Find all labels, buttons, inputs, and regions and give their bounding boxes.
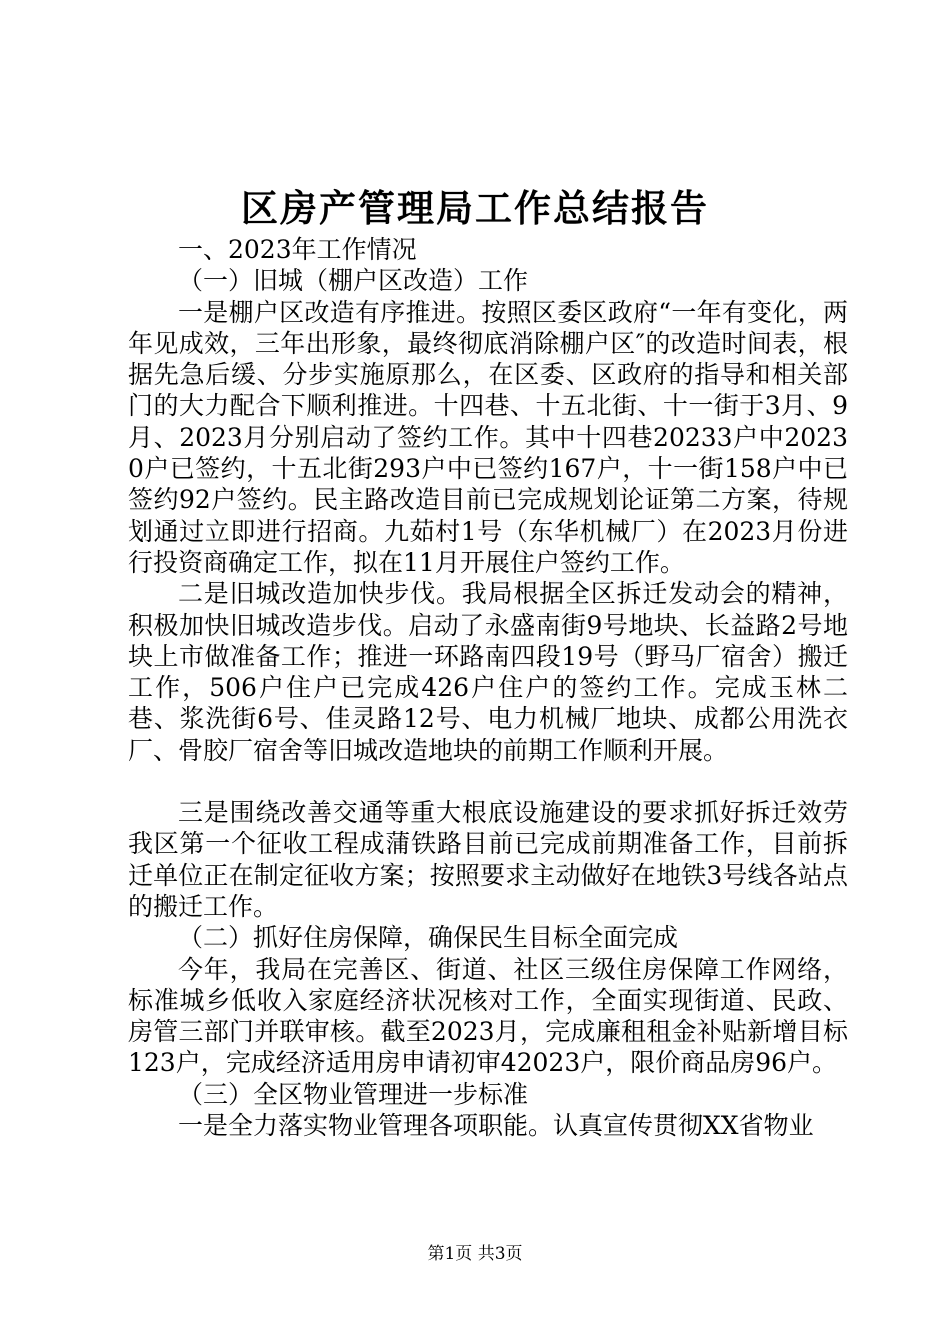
section-heading: 一、2023年工作情况 (178, 235, 417, 264)
body-paragraph: 今年，我局在完善区、街道、社区三级住房保障工作网络，标准城乡低收入家庭经济状况核对工作，全面实现街道、民政、房管三部门并联审核。截至2023月，完成廉租租金补贴新增目标123户，完成经济适用房申请初审42023户，限价商品房96户。 (128, 954, 848, 1078)
page-title: 区房产管理局工作总结报告 (241, 186, 709, 230)
body-paragraph: 一是棚户区改造有序推进。按照区委区政府“一年有变化，两年见成效，三年出形象，最终彻底消除棚户区″的改造时间表，根据先急后缓、分步实施原那么，在区委、区政府的指导和相关部门的大力配合下顺利推进。十四巷、十五北街、十一街于3月、9月、2023月分别启动了签约工作。其中十四巷20233户中20230户已签约，十五北街293户中已签约167户，十一街158户中已签约92户签约。民主路改造目前已完成规划论证第二方案，待规划通过立即进行招商。九茹村1号（东华机械厂）在2023月份进行投资商确定工作，拟在11月开展住户签约工作。 (128, 297, 848, 577)
subsection-heading: （一）旧城（棚户区改造）工作 (178, 266, 529, 296)
page-footer: 第1页 共3页 (427, 1244, 523, 1264)
paragraph-gap (128, 766, 848, 797)
subsection-heading: （二）抓好住房保障，确保民生目标全面完成 (178, 923, 679, 953)
body-paragraph: 三是围绕改善交通等重大根底设施建设的要求抓好拆迁效劳我区第一个征收工程成蒲铁路目前已完成前期准备工作，目前拆迁单位正在制定征收方案；按照要求主动做好在地铁3号线各站点的搬迁工作。 (128, 798, 848, 921)
document-body (128, 234, 848, 1141)
body-paragraph: 一是全力落实物业管理各项职能。认真宣传贯彻XX省物业 (178, 1111, 814, 1141)
body-paragraph: 二是旧城改造加快步伐。我局根据全区拆迁发动会的精神，积极加快旧城改造步伐。启动了永盛南街9号地块、长益路2号地块上市做准备工作；推进一环路南四段19号（野马厂宿舍）搬迁工作，506户住户已完成426户住户的签约工作。完成玉林二巷、浆洗街6号、佳灵路12号、电力机械厂地块、成都公用洗衣厂、骨胶厂宿舍等旧城改造地块的前期工作顺利开展。 (128, 579, 848, 765)
subsection-heading: （三）全区物业管理进一步标准 (178, 1079, 529, 1109)
